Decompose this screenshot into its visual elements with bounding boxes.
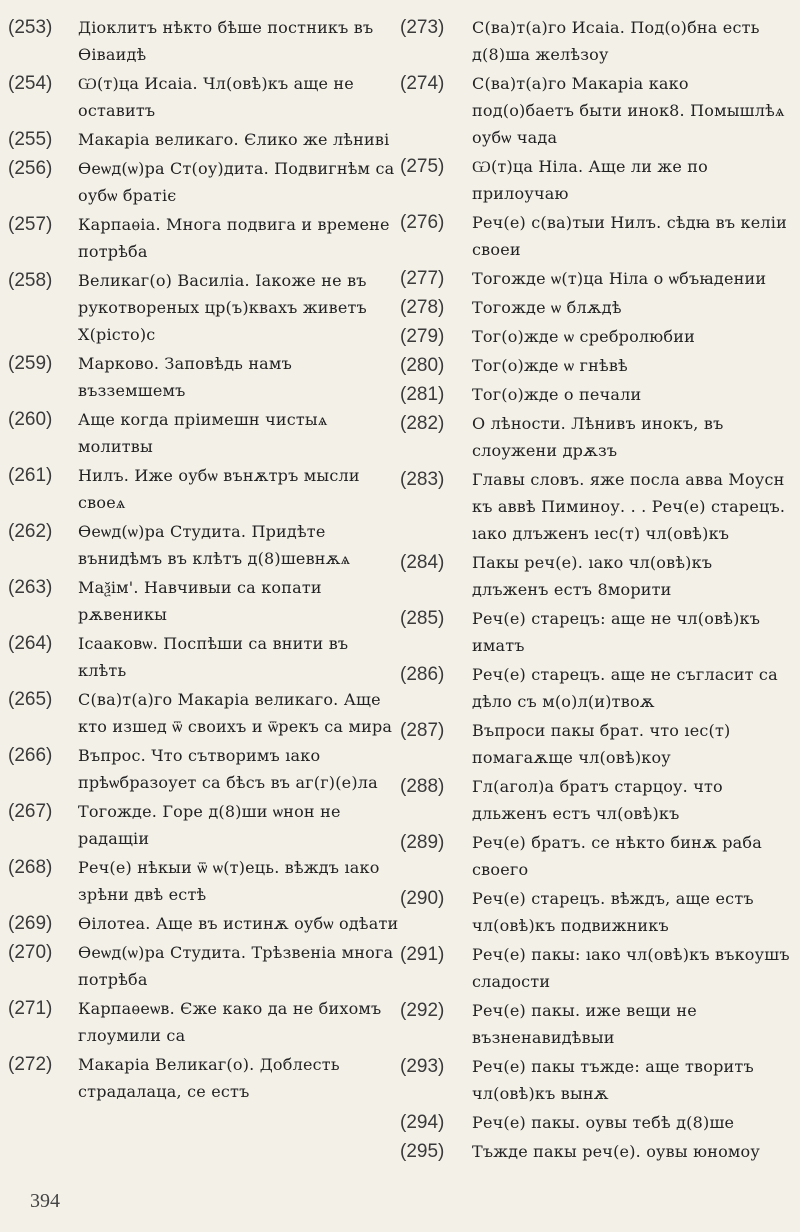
entry-row: [8, 267, 400, 348]
entry-text: Реч(е) пакы. оувы тебѣ д(8)ше: [472, 1113, 735, 1132]
entry-row: [400, 997, 792, 1051]
entry-number: (259): [8, 353, 53, 374]
entry-text: Тогожде. Горе д(8)ши ѡнон не радащіи: [78, 802, 341, 848]
entry-number: (260): [8, 409, 53, 430]
entry-row: [8, 406, 400, 460]
entry-number: (271): [8, 998, 53, 1019]
entry-row: [400, 265, 792, 292]
entry-number: (269): [8, 913, 53, 934]
entry-text: Реч(е) пакы: ıако чл(овѣ)къ въкоушъ сладости: [472, 945, 790, 991]
entry-number: (264): [8, 633, 53, 654]
entry-text: Карпаѳеѡв. Єже како да не бихомъ глоумили са: [78, 999, 382, 1045]
entry-text: Въпроси пакы брат. что ıес(т) помагаѫще чл(овѣ)коу: [472, 721, 731, 767]
entry-row: [400, 1109, 792, 1136]
entry-row: [400, 410, 792, 464]
entry-text: Ѳеѡд(ѡ)ра Ст(оу)дита. Подвигнѣм са оубѡ братіє: [78, 159, 395, 205]
entry-row: [8, 574, 400, 628]
entry-text: Ѡ(т)ца Исаіа. Чл(овѣ)къ аще не оставитъ: [78, 74, 354, 120]
entry-text: Ѡ(т)ца Ніла. Аще ли же по прилоучаю: [472, 157, 708, 203]
entry-text: Тогожде ѡ(т)ца Ніла о ѡбъꙗдении: [472, 269, 767, 288]
entry-text: Тог(о)жде ѡ гнѣвѣ: [472, 356, 628, 375]
entry-row: [400, 294, 792, 321]
entry-number: (286): [400, 664, 445, 685]
entry-number: (287): [400, 720, 445, 741]
entry-number: (291): [400, 944, 445, 965]
entry-row: [8, 518, 400, 572]
right-column: [400, 14, 792, 1167]
entry-number: (263): [8, 577, 53, 598]
entry-text: Аще когда пріимешн чистыѧ молитвы: [78, 410, 328, 456]
entry-number: (295): [400, 1141, 445, 1162]
entry-row: [8, 686, 400, 740]
entry-row: [8, 939, 400, 993]
entry-number: (272): [8, 1054, 53, 1075]
entry-text: Реч(е) старецъ. вѣждъ, аще естъ чл(овѣ)къ подвижникъ: [472, 889, 754, 935]
entry-number: (267): [8, 801, 53, 822]
entry-text: Діоклитъ нѣкто бѣше постникъ въ Ѳіваидѣ: [78, 18, 374, 64]
entry-number: (261): [8, 465, 53, 486]
entry-text: Макаріа великаго. Єлико же лѣниві: [78, 130, 390, 149]
entry-row: [400, 829, 792, 883]
entry-number: (274): [400, 73, 445, 94]
entry-row: [400, 549, 792, 603]
entry-text: Пакы реч(е). ıако чл(овѣ)къ длъженъ естъ 8морити: [472, 553, 713, 599]
entry-text: Въпрос. Что сътворимъ ıако прѣѡбразоует са бѣсъ въ аг(г)(е)ла: [78, 746, 378, 792]
entry-row: [8, 70, 400, 124]
entry-row: [8, 854, 400, 908]
entry-number: (253): [8, 17, 53, 38]
entry-number: (289): [400, 832, 445, 853]
entry-number: (254): [8, 73, 53, 94]
entry-number: (256): [8, 158, 53, 179]
entry-row: [400, 605, 792, 659]
entry-text: Тъжде пакы реч(е). оувы юномоу: [472, 1142, 761, 1161]
entry-row: [400, 381, 792, 408]
entry-row: [8, 155, 400, 209]
entry-text: Карпаѳіа. Многа подвига и времене потрѣба: [78, 215, 390, 261]
entry-row: [400, 1138, 792, 1165]
entry-text: С(ва)т(а)го Макаріа како под(о)баетъ быти инок8. Помышлѣѧ оубѡ чада: [472, 74, 785, 147]
entry-number: (270): [8, 942, 53, 963]
entry-number: (255): [8, 129, 53, 150]
entry-row: [400, 661, 792, 715]
entry-text: Великаг(о) Василіа. Iакоже не въ рукотвореныx цр(ъ)квахъ живетъ Х(рісто)с: [78, 271, 367, 344]
entry-number: (292): [400, 1000, 445, 1021]
entry-row: [400, 941, 792, 995]
entry-text: Реч(е) старецъ: аще не чл(овѣ)къ иматъ: [472, 609, 761, 655]
entry-text: Маѯім'. Навчивыи са копати рѫвеникы: [78, 578, 322, 624]
entry-number: (273): [400, 17, 445, 38]
entry-text: Ісааковѡ. Поспѣши са внити въ клѣть: [78, 634, 349, 680]
entry-text: С(ва)т(а)го Исаіа. Под(о)бна есть д(8)ша желѣзоу: [472, 18, 760, 64]
entry-number: (262): [8, 521, 53, 542]
entry-row: [8, 14, 400, 68]
entry-number: (282): [400, 413, 445, 434]
entry-number: (265): [8, 689, 53, 710]
entry-row: [8, 630, 400, 684]
entry-row: [400, 773, 792, 827]
entry-number: (281): [400, 384, 445, 405]
entry-number: (276): [400, 212, 445, 233]
entry-row: [400, 209, 792, 263]
entry-number: (279): [400, 326, 445, 347]
entry-text: Гл(агол)а братъ старцоу. что дльженъ естъ чл(овѣ)къ: [472, 777, 723, 823]
entry-row: [400, 466, 792, 547]
entry-text: Реч(е) пакы тъжде: аще творитъ чл(овѣ)къ вынѫ: [472, 1057, 754, 1103]
entry-row: [8, 910, 400, 937]
entry-row: [400, 323, 792, 350]
entry-text: Макаріа Великаг(о). Доблесть страдалаца, се естъ: [78, 1055, 340, 1101]
entry-row: [8, 462, 400, 516]
entry-number: (288): [400, 776, 445, 797]
entry-number: (257): [8, 214, 53, 235]
entry-row: [8, 742, 400, 796]
entry-text: Тог(о)жде ѡ сребролюбии: [472, 327, 695, 346]
entry-row: [8, 350, 400, 404]
entry-number: (277): [400, 268, 445, 289]
entry-text: Нилъ. Иже оубѡ вънѫтръ мысли своеѧ: [78, 466, 360, 512]
entry-row: [8, 995, 400, 1049]
page-number: 394: [30, 1190, 60, 1212]
entry-text: Главы словъ. яже посла авва Моусн къ аввѣ Пиминоу. . . Реч(е) старецъ. ıако длъженъ ıес(т) чл(овѣ)къ: [472, 470, 786, 543]
entry-row: [400, 885, 792, 939]
entry-row: [400, 717, 792, 771]
entry-row: [400, 14, 792, 68]
entry-row: [8, 211, 400, 265]
entry-text: Ѳеѡд(ѡ)ра Студита. Придѣте вънидѣмъ въ клѣтъ д(8)шевнѫѧ: [78, 522, 351, 568]
entry-row: [8, 126, 400, 153]
entry-text: О лѣности. Лѣнивъ инокъ, въ слоужени дрѫзъ: [472, 414, 724, 460]
entry-number: (258): [8, 270, 53, 291]
entry-text: Реч(е) с(ва)тыи Нилъ. сѣдꙗ въ келіи своеи: [472, 213, 787, 259]
entry-number: (266): [8, 745, 53, 766]
entry-row: [400, 1053, 792, 1107]
entry-text: Ѳеѡд(ѡ)ра Студита. Трѣзвеніа многа потрѣба: [78, 943, 394, 989]
entry-number: (280): [400, 355, 445, 376]
entry-number: (294): [400, 1112, 445, 1133]
entry-text: Реч(е) нѣкыи ѿ ѡ(т)ець. вѣждъ ıако зрѣни двѣ естѣ: [78, 858, 380, 904]
entry-text: Тог(о)жде о печали: [472, 385, 642, 404]
entry-row: [400, 153, 792, 207]
entry-number: (293): [400, 1056, 445, 1077]
entry-number: (290): [400, 888, 445, 909]
entry-text: Марково. Заповѣдь намъ възземшемъ: [78, 354, 292, 400]
entry-text: С(ва)т(а)го Макаріа великаго. Аще кто изшед ѿ своихъ и ѿрекъ са мира: [78, 690, 393, 736]
entry-number: (268): [8, 857, 53, 878]
entry-text: Тогожде ѡ блѫдѣ: [472, 298, 622, 317]
entry-number: (284): [400, 552, 445, 573]
entry-row: [400, 70, 792, 151]
entry-row: [8, 798, 400, 852]
entry-row: [400, 352, 792, 379]
entry-text: Реч(е) старецъ. аще не съгласит са дѣло съ м(о)л(и)твоѫ: [472, 665, 778, 711]
entry-number: (285): [400, 608, 445, 629]
entry-number: (278): [400, 297, 445, 318]
left-column: [8, 14, 400, 1107]
entry-number: (283): [400, 469, 445, 490]
entry-text: Реч(е) пакы. иже вещи не възненавидѣвыи: [472, 1001, 697, 1047]
entry-number: (275): [400, 156, 445, 177]
entry-text: Ѳілотеа. Аще въ истинѫ оубѡ одѣати: [78, 914, 399, 933]
entry-text: Реч(е) братъ. се нѣкто бинѫ раба своего: [472, 833, 762, 879]
entry-row: [8, 1051, 400, 1105]
